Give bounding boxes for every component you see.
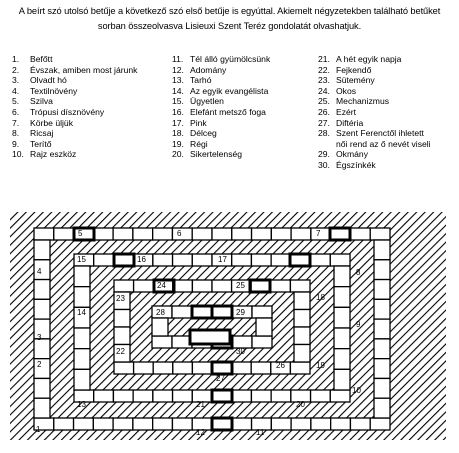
clue-number: 5. xyxy=(12,96,20,107)
grid-cell[interactable] xyxy=(94,254,114,266)
clue-number: 16. xyxy=(172,106,184,117)
grid-cell[interactable] xyxy=(133,390,153,402)
grid-cell[interactable] xyxy=(311,228,331,240)
grid-number-label: 10 xyxy=(352,386,361,395)
grid-number-label: 11 xyxy=(256,428,265,437)
grid-cell[interactable] xyxy=(251,362,271,374)
grid-cell[interactable] xyxy=(334,369,350,390)
clue-number: 27. xyxy=(318,117,330,128)
grid-cell[interactable] xyxy=(113,254,133,266)
clue-number: 23. xyxy=(318,75,330,86)
clue-text: Trópusi dísznövény xyxy=(30,106,105,117)
grid-cell[interactable] xyxy=(172,228,192,240)
clue-number: 13. xyxy=(172,75,184,86)
grid-cell[interactable] xyxy=(192,306,212,318)
grid-cell[interactable] xyxy=(192,228,212,240)
clue-text: Régi xyxy=(190,138,208,149)
grid-number-label: 23 xyxy=(116,294,125,303)
grid-cell[interactable] xyxy=(252,228,272,240)
grid-cell[interactable] xyxy=(271,254,291,266)
clue-text: Textilnövény xyxy=(30,85,78,96)
clue-number: 20. xyxy=(172,149,184,160)
grid-cell[interactable] xyxy=(113,418,133,430)
grid-number-label: 18 xyxy=(316,293,325,302)
grid-cell[interactable] xyxy=(334,349,350,370)
clue-text: Szilva xyxy=(30,96,53,107)
grid-cell[interactable] xyxy=(370,418,390,430)
clue-text: Ügyetlen xyxy=(190,96,224,107)
grid-cell[interactable] xyxy=(291,228,311,240)
grid-cell[interactable] xyxy=(192,362,212,374)
clue-text: Sütemény xyxy=(336,75,375,86)
clue-number: 9. xyxy=(12,138,20,149)
grid-number-label: 16 xyxy=(137,255,146,264)
grid-cell[interactable] xyxy=(374,280,390,300)
clue-number: 21. xyxy=(318,54,330,64)
grid-cell[interactable] xyxy=(134,280,154,292)
clue-text: Fejkendő xyxy=(336,64,372,75)
grid-cell[interactable] xyxy=(271,418,291,430)
grid-number-label: 3 xyxy=(37,333,42,342)
grid-cell[interactable] xyxy=(374,398,390,418)
clue-text: Tarhó xyxy=(190,75,212,86)
grid-cell[interactable] xyxy=(294,310,310,328)
clue-text: Diftéria xyxy=(336,117,364,128)
grid-number-label: 1 xyxy=(36,425,41,434)
grid-number-label: 24 xyxy=(157,281,166,290)
grid-cell[interactable] xyxy=(374,319,390,339)
grid-cell[interactable] xyxy=(334,266,350,287)
clue-number: 19. xyxy=(172,138,184,149)
grid-cell[interactable] xyxy=(173,254,193,266)
grid-cell[interactable] xyxy=(34,378,50,398)
clue-number: 28. xyxy=(318,128,330,139)
clue-text: Elefánt metsző foga xyxy=(190,106,266,117)
clue-number: 14. xyxy=(172,85,184,96)
grid-cell[interactable] xyxy=(93,418,113,430)
grid-number-label: 17 xyxy=(218,255,227,264)
grid-number-label: 8 xyxy=(356,268,361,277)
grid-cell[interactable] xyxy=(256,318,272,336)
grid-cell[interactable] xyxy=(173,390,193,402)
grid-cell[interactable] xyxy=(153,228,173,240)
grid-cell[interactable] xyxy=(251,390,271,402)
grid-number-label: 21 xyxy=(196,400,205,409)
clue-text: Rajz eszköz xyxy=(30,149,77,160)
grid-cell[interactable] xyxy=(374,378,390,398)
grid-cell[interactable] xyxy=(271,280,291,292)
clue-text: Pink xyxy=(190,117,207,128)
grid-cell[interactable] xyxy=(34,240,50,260)
clue-number: 25. xyxy=(318,96,330,107)
grid-cell[interactable] xyxy=(374,339,390,359)
clue-number: 18. xyxy=(172,128,184,139)
grid-cell[interactable] xyxy=(172,306,192,318)
clue-number: 2. xyxy=(12,64,20,75)
clue-text: Terítő xyxy=(30,138,52,149)
grid-cell[interactable] xyxy=(232,254,252,266)
clue-text: Adomány xyxy=(190,64,227,75)
grid-number-label: 12 xyxy=(196,428,205,437)
grid-cell[interactable] xyxy=(212,362,232,374)
clue-number: 7. xyxy=(12,117,20,128)
grid-cell[interactable] xyxy=(331,418,351,430)
grid-cell[interactable] xyxy=(291,418,311,430)
grid-number-label: 6 xyxy=(177,229,182,238)
grid-cell[interactable] xyxy=(251,280,271,292)
clue-text: Ricsaj xyxy=(30,128,54,139)
clue-text: Ezért xyxy=(336,106,357,117)
grid-number-label: 29 xyxy=(236,308,245,317)
grid-cell[interactable] xyxy=(173,362,193,374)
grid-cell[interactable] xyxy=(374,359,390,379)
grid-number-label: 26 xyxy=(276,361,285,370)
grid-cell[interactable] xyxy=(330,390,350,402)
grid-cell[interactable] xyxy=(94,390,114,402)
grid-cell[interactable] xyxy=(152,318,168,336)
grid-cell[interactable] xyxy=(350,228,370,240)
grid-cell[interactable] xyxy=(34,299,50,319)
grid-cell[interactable] xyxy=(294,327,310,345)
grid-cell[interactable] xyxy=(74,266,90,287)
grid-cell[interactable] xyxy=(74,228,94,240)
grid-number-label: 28 xyxy=(156,308,165,317)
grid-cell[interactable] xyxy=(192,254,212,266)
grid-cell[interactable] xyxy=(290,362,310,374)
grid-cell[interactable] xyxy=(311,254,331,266)
grid-cell[interactable] xyxy=(271,390,291,402)
clue-text: Körbe üljük xyxy=(30,117,73,128)
grid-cell[interactable] xyxy=(133,228,153,240)
grid-number-label: 4 xyxy=(37,267,42,276)
grid-cell[interactable] xyxy=(74,369,90,390)
clue-text: Okos xyxy=(336,85,357,96)
grid-cell[interactable] xyxy=(114,362,134,374)
grid-number-label: 5 xyxy=(78,229,83,238)
clue-text: Szent Ferenctől ihletett xyxy=(336,128,424,139)
grid-number-label: 14 xyxy=(77,308,86,317)
grid-number-label: 30 xyxy=(236,347,245,356)
grid-cell[interactable] xyxy=(153,254,173,266)
grid-cell[interactable] xyxy=(311,390,331,402)
instructions-line-1: A beírt szó utolsó betűje a következő szó első betűje is egyúttal. Akiemelt négyzetekben található betűket xyxy=(18,6,441,16)
grid-cell[interactable] xyxy=(114,327,130,345)
clue-number: 22. xyxy=(318,64,330,75)
clue-number: 17. xyxy=(172,117,184,128)
grid-number-label: 15 xyxy=(77,255,86,264)
grid-cell[interactable] xyxy=(252,306,272,318)
clue-text: női rend az ő nevét viseli xyxy=(336,138,431,149)
grid-cell[interactable] xyxy=(113,228,133,240)
instructions-line-2: sorban összeolvasva Lisieuxi Szent Teréz gondolatát olvashatjuk. xyxy=(97,21,362,31)
clue-text: Okmány xyxy=(336,149,368,160)
clue-text: Évszak, amiben most járunk xyxy=(30,64,138,75)
grid-cell[interactable] xyxy=(153,418,173,430)
clue-text: Égszínkék xyxy=(336,159,376,170)
clue-text: Sikertelenség xyxy=(190,149,243,160)
grid-cell[interactable] xyxy=(271,228,291,240)
grid-number-label: 22 xyxy=(116,347,125,356)
grid-cell[interactable] xyxy=(74,418,94,430)
grid-cell[interactable] xyxy=(153,390,173,402)
clue-number: 30. xyxy=(318,159,330,170)
grid-cell[interactable] xyxy=(34,398,50,418)
grid-cell[interactable] xyxy=(93,228,113,240)
grid-number-label: 19 xyxy=(316,361,325,370)
grid-cell[interactable] xyxy=(374,240,390,260)
grid-cell[interactable] xyxy=(294,345,310,363)
grid-cell[interactable] xyxy=(232,228,252,240)
grid-cell[interactable] xyxy=(114,280,134,292)
center-cell[interactable] xyxy=(190,330,230,344)
grid-cell[interactable] xyxy=(54,418,74,430)
grid-cell[interactable] xyxy=(153,362,173,374)
grid-number-label: 7 xyxy=(316,229,321,238)
grid-cell[interactable] xyxy=(374,260,390,280)
grid-cell[interactable] xyxy=(74,328,90,349)
clue-number: 26. xyxy=(318,106,330,117)
clue-number: 24. xyxy=(318,85,330,96)
grid-cell[interactable] xyxy=(34,280,50,300)
grid-cell[interactable] xyxy=(212,390,232,402)
clue-number: 12. xyxy=(172,64,184,75)
grid-cell[interactable] xyxy=(54,228,74,240)
grid-number-label: 25 xyxy=(236,281,245,290)
grid-cell[interactable] xyxy=(212,306,232,318)
clue-number: 3. xyxy=(12,75,20,86)
grid-cell[interactable] xyxy=(311,418,331,430)
clue-text: Olvadt hó xyxy=(30,75,67,86)
grid-cell[interactable] xyxy=(334,287,350,308)
clue-number: 1. xyxy=(12,54,20,64)
grid-cell[interactable] xyxy=(294,292,310,310)
grid-cell[interactable] xyxy=(74,287,90,308)
grid-number-label: 9 xyxy=(356,320,361,329)
clue-number: 6. xyxy=(12,106,20,117)
grid-number-label: 2 xyxy=(37,360,42,369)
grid-number-label: 20 xyxy=(296,400,305,409)
grid-cell[interactable] xyxy=(334,328,350,349)
grid-cell[interactable] xyxy=(251,254,271,266)
grid-cell[interactable] xyxy=(374,299,390,319)
grid-cell[interactable] xyxy=(173,280,193,292)
clue-number: 8. xyxy=(12,128,20,139)
grid-cell[interactable] xyxy=(212,228,232,240)
clue-number: 15. xyxy=(172,96,184,107)
clue-number: 11. xyxy=(172,54,184,64)
grid-cell[interactable] xyxy=(172,418,192,430)
clue-number: 10. xyxy=(12,149,24,160)
clue-text: Tél álló gyümölcsünk xyxy=(190,54,271,64)
grid-cell[interactable] xyxy=(232,362,252,374)
grid-cell[interactable] xyxy=(331,228,351,240)
grid-cell[interactable] xyxy=(74,349,90,370)
grid-cell[interactable] xyxy=(290,280,310,292)
grid-cell[interactable] xyxy=(252,336,272,348)
grid-cell[interactable] xyxy=(133,418,153,430)
grid-cell[interactable] xyxy=(350,418,370,430)
grid-cell[interactable] xyxy=(291,254,311,266)
grid-cell[interactable] xyxy=(212,418,232,430)
grid-cell[interactable] xyxy=(334,307,350,328)
grid-cell[interactable] xyxy=(152,336,172,348)
grid-cell[interactable] xyxy=(232,418,252,430)
clue-text: Az egyik evangélista xyxy=(190,85,269,96)
grid-number-label: 27 xyxy=(216,374,225,383)
clue-text: Mechanizmus xyxy=(336,96,390,107)
grid-cell[interactable] xyxy=(212,280,232,292)
grid-cell[interactable] xyxy=(34,228,54,240)
clue-number: 29. xyxy=(318,149,330,160)
grid-cell[interactable] xyxy=(113,390,133,402)
clue-text: Délceg xyxy=(190,128,217,139)
clue-text: A hét egyik napja xyxy=(336,54,402,64)
grid-number-label: 13 xyxy=(77,400,86,409)
grid-cell[interactable] xyxy=(134,362,154,374)
grid-cell[interactable] xyxy=(330,254,350,266)
grid-cell[interactable] xyxy=(370,228,390,240)
grid-cell[interactable] xyxy=(232,390,252,402)
clue-text: Befőtt xyxy=(30,54,53,64)
grid-cell[interactable] xyxy=(192,280,212,292)
clue-number: 4. xyxy=(12,85,20,96)
grid-cell[interactable] xyxy=(114,310,130,328)
